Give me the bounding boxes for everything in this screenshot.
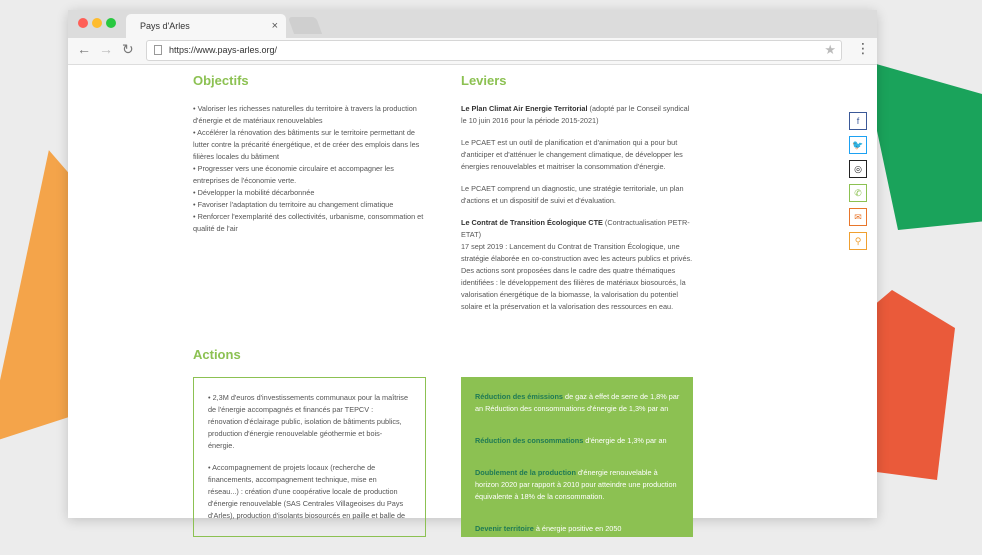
url-text[interactable]: https://www.pays-arles.org/ (169, 45, 278, 55)
page-icon (154, 45, 162, 55)
list-item (475, 391, 680, 415)
list-item: • 2,3M d'euros d'investissements communaux pour la maîtrise de l'énergie accompagnés et financés par TEPCV : rénovation d'éclairage public, isolation de bâtiments publics, production d'énergie renouvelable géothermie et bois-énergie. (208, 393, 409, 450)
list-item (475, 435, 680, 447)
forward-icon[interactable]: → (99, 41, 113, 57)
leviers-paragraph: 17 sept 2019 : Lancement du Contrat de Transition Écologique, une stratégie élaborée en co-construction avec les acteurs publics et privés. (461, 242, 693, 263)
list-item: • Favoriser l'adaptation du territoire au changement climatique (193, 200, 394, 209)
leviers-paragraph: Des actions sont proposées dans le cadre des quatre thématiques identifiées : le développement des filières de matériaux biosourcés, la valorisation énergétique de la biomasse, la valorisation du potentiel solaire et la préservation et la valorisation des ressources en eau. (461, 266, 686, 311)
new-tab-button[interactable] (288, 17, 322, 34)
actions-title: Actions (193, 347, 241, 362)
item-text: de gaz à effet de serre de 1,8% par an Réduction des consommations d'énergie de 1,3% par an (475, 392, 680, 413)
browser-toolbar (68, 38, 877, 65)
list-item (475, 523, 680, 535)
browser-menu-icon[interactable]: ⋮ (856, 40, 870, 56)
minimize-window-button[interactable] (92, 18, 102, 28)
list-item: • Accélérer la rénovation des bâtiments sur le territoire permettant de lutter contre la précarité énergétique, et de créer des emplois dans les filières locales du bâtiment (193, 128, 420, 161)
item-text: d'énergie renouvelable à horizon 2020 par rapport à 2010 pour atteindre une production équivalente à 18% de la consommation. (475, 468, 677, 501)
browser-window (68, 10, 877, 533)
leviers-paragraph (461, 217, 693, 241)
back-icon[interactable]: ← (77, 41, 91, 57)
list-item: • Renforcer l'exemplarité des collectivités, urbanisme, consommation et qualité de l'air (193, 212, 424, 233)
cte-label: Le Contrat de Transition Écologique CTE (461, 218, 603, 227)
tab-close-icon[interactable]: × (271, 20, 278, 32)
leviers-paragraph (461, 103, 693, 127)
highlight: Doublement de la production (475, 468, 576, 477)
highlight: Réduction des émissions (475, 392, 563, 401)
tab-title: Pays d'Arles (140, 21, 190, 31)
cte-note: (Contractualisation PETR-ETAT) (461, 218, 690, 239)
phone-icon[interactable]: ✆ (849, 184, 867, 202)
tab-bar (68, 10, 877, 38)
leviers-text (461, 103, 693, 323)
maximize-window-button[interactable] (106, 18, 116, 28)
list-item (475, 467, 680, 503)
actions-left-text (208, 392, 408, 532)
list-item: • Développer la mobilité décarbonnée (193, 188, 315, 197)
item-text: à énergie positive en 2050 (533, 524, 622, 533)
location-icon[interactable]: ⚲ (849, 232, 867, 250)
item-text: d'énergie de 1,3% par an (583, 436, 667, 445)
actions-right-text (475, 391, 680, 555)
facebook-icon[interactable]: f (849, 112, 867, 130)
actions-right-box (461, 377, 693, 537)
actions-left-box (193, 377, 426, 537)
browser-tab[interactable] (126, 14, 286, 38)
reload-icon[interactable]: ↻ (122, 41, 134, 57)
list-item: • Progresser vers une économie circulaire et accompagner les entreprises de l'économie verte. (193, 164, 394, 185)
pcaet-date: (adopté par le Conseil syndical le 10 juin 2016 pour la période 2015-2021) (461, 104, 690, 125)
leviers-paragraph: Le PCAET est un outil de planification et d'animation qui a pour but d'anticiper et d'atténuer le changement climatique, de développer les énergies renouvelables et maitriser la consommation d'énergie. (461, 138, 683, 171)
list-item: • Accompagnement de projets locaux (recherche de financements, accompagnement technique, mise en réseau...) : création d'une coopérative locale de production d'énergie renouvelable (SAS Centrales Villageoises du Pays d'Arles), production d'isolants biosourcés en paille et balle de (208, 463, 406, 520)
highlight: Devenir territoire (475, 524, 534, 533)
list-item: • Valoriser les richesses naturelles du territoire à travers la production d'énergie et de matériaux renouvelables (193, 104, 417, 125)
page-content (68, 64, 877, 533)
decorative-green-shape (862, 60, 982, 230)
decorative-red-shape (865, 290, 955, 480)
mail-icon[interactable]: ✉ (849, 208, 867, 226)
highlight: Réduction des consommations (475, 436, 584, 445)
close-window-button[interactable] (78, 18, 88, 28)
pcaet-label: Le Plan Climat Air Energie Territorial (461, 104, 588, 113)
bookmark-star-icon[interactable]: ★ (824, 42, 836, 57)
objectifs-list (193, 103, 429, 235)
leviers-paragraph: Le PCAET comprend un diagnostic, une stratégie territoriale, un plan d'actions et un dispositif de suivi et d'évaluation. (461, 184, 684, 205)
address-bar[interactable] (146, 40, 842, 61)
leviers-title: Leviers (461, 73, 507, 88)
instagram-icon[interactable]: ◎ (849, 160, 867, 178)
objectifs-title: Objectifs (193, 73, 249, 88)
twitter-icon[interactable]: 🐦 (849, 136, 867, 154)
